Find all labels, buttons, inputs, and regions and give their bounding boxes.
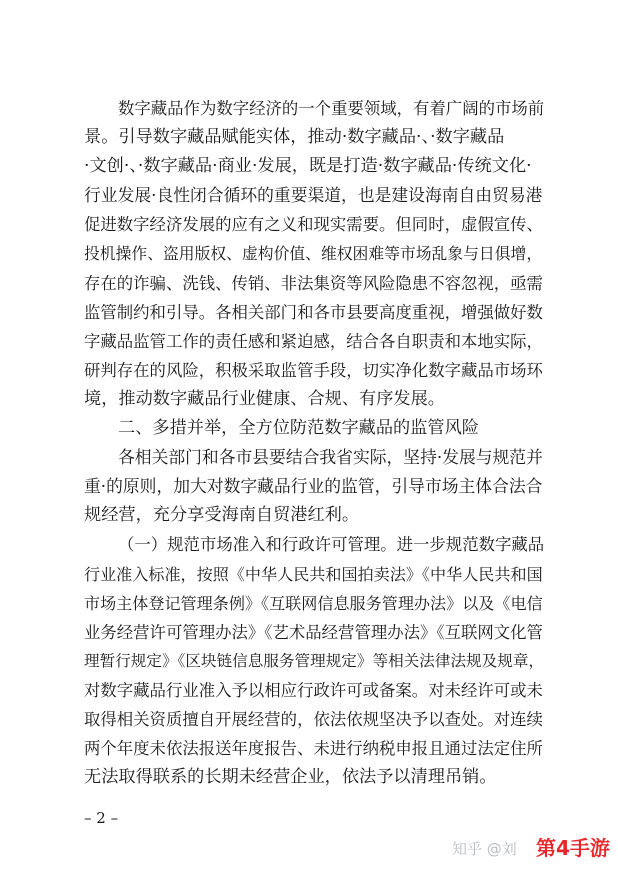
paragraph-line: 行业准入标准，按照《中华人民共和国拍卖法》《中华人民共和国 xyxy=(84,564,543,584)
page-number: – 2 – xyxy=(84,809,119,827)
paragraph-line: 各相关部门和各市县要结合我省实际，坚持·发展与规范并 xyxy=(118,447,543,468)
paragraph-line: 境，推动数字藏品行业健康、合规、有序发展。 xyxy=(84,388,445,409)
paragraph-line: 行业发展·良性闭合循环的重要渠道，也是建设海南自由贸易港 xyxy=(84,185,543,206)
paragraph-line: 字藏品监管工作的责任感和紧迫感，结合各自职责和本地实际， xyxy=(84,331,543,351)
paragraph-line: 无法取得联系的长期未经营企业，依法予以清理吊销。 xyxy=(84,767,497,788)
paragraph-line: 市场主体登记管理条例》《互联网信息服务管理办法》以及《电信 xyxy=(84,593,543,613)
paragraph-line: 取得相关资质擅自开展经营的，依法依规坚决予以查处。对连续 xyxy=(84,709,543,729)
zhihu-watermark: 知乎 @刘 xyxy=(452,840,517,858)
paragraph-line: 监管制约和引导。各相关部门和各市县要高度重视，增强做好数 xyxy=(84,302,543,322)
paragraph-line: 景。引导数字藏品赋能实体，推动·数字藏品·、·数字藏品 xyxy=(84,127,505,148)
paragraph-line: ·文创·、·数字藏品·商业·发展，既是打造·数字藏品·传统文化· xyxy=(84,156,532,177)
paragraph-line: （一）规范市场准入和行政许可管理。进一步规范数字藏品 xyxy=(118,535,545,555)
paragraph-line: 研判存在的风险，积极采取监管手段，切实净化数字藏品市场环 xyxy=(84,360,543,380)
site-logo: 第4手游 xyxy=(536,836,610,860)
paragraph-line: 促进数字经济发展的应有之义和现实需要。但同时，虚假宣传、 xyxy=(84,215,543,235)
paragraph-line: 数字藏品作为数字经济的一个重要领域，有着广阔的市场前 xyxy=(118,99,545,118)
paragraph-line: 理暂行规定》《区块链信息服务管理规定》等相关法律法规及规章， xyxy=(84,651,545,670)
paragraph-line: 两个年度未依法报送年度报告、未进行纳税申报且通过法定住所 xyxy=(84,739,543,759)
paragraph-line: 业务经营许可管理办法》《艺术品经营管理办法》《互联网文化管 xyxy=(84,622,543,642)
paragraph-line: 重·的原则，加大对数字藏品行业的监管，引导市场主体合法合 xyxy=(84,476,543,497)
section-heading: 二、多措并举，全方位防范数字藏品的监管风险 xyxy=(118,418,479,439)
paragraph-line: 规经营，充分享受海南自贸港红利。 xyxy=(84,505,360,526)
paragraph-line: 对数字藏品行业准入予以相应行政许可或备案。对未经许可或未 xyxy=(84,680,543,700)
paragraph-line: 存在的诈骗、洗钱、传销、非法集资等风险隐患不容忽视，亟需 xyxy=(84,273,543,293)
paragraph-line: 投机操作、盗用版权、虚构价值、维权困难等市场乱象与日俱增， xyxy=(84,244,543,264)
document-body xyxy=(84,94,544,792)
